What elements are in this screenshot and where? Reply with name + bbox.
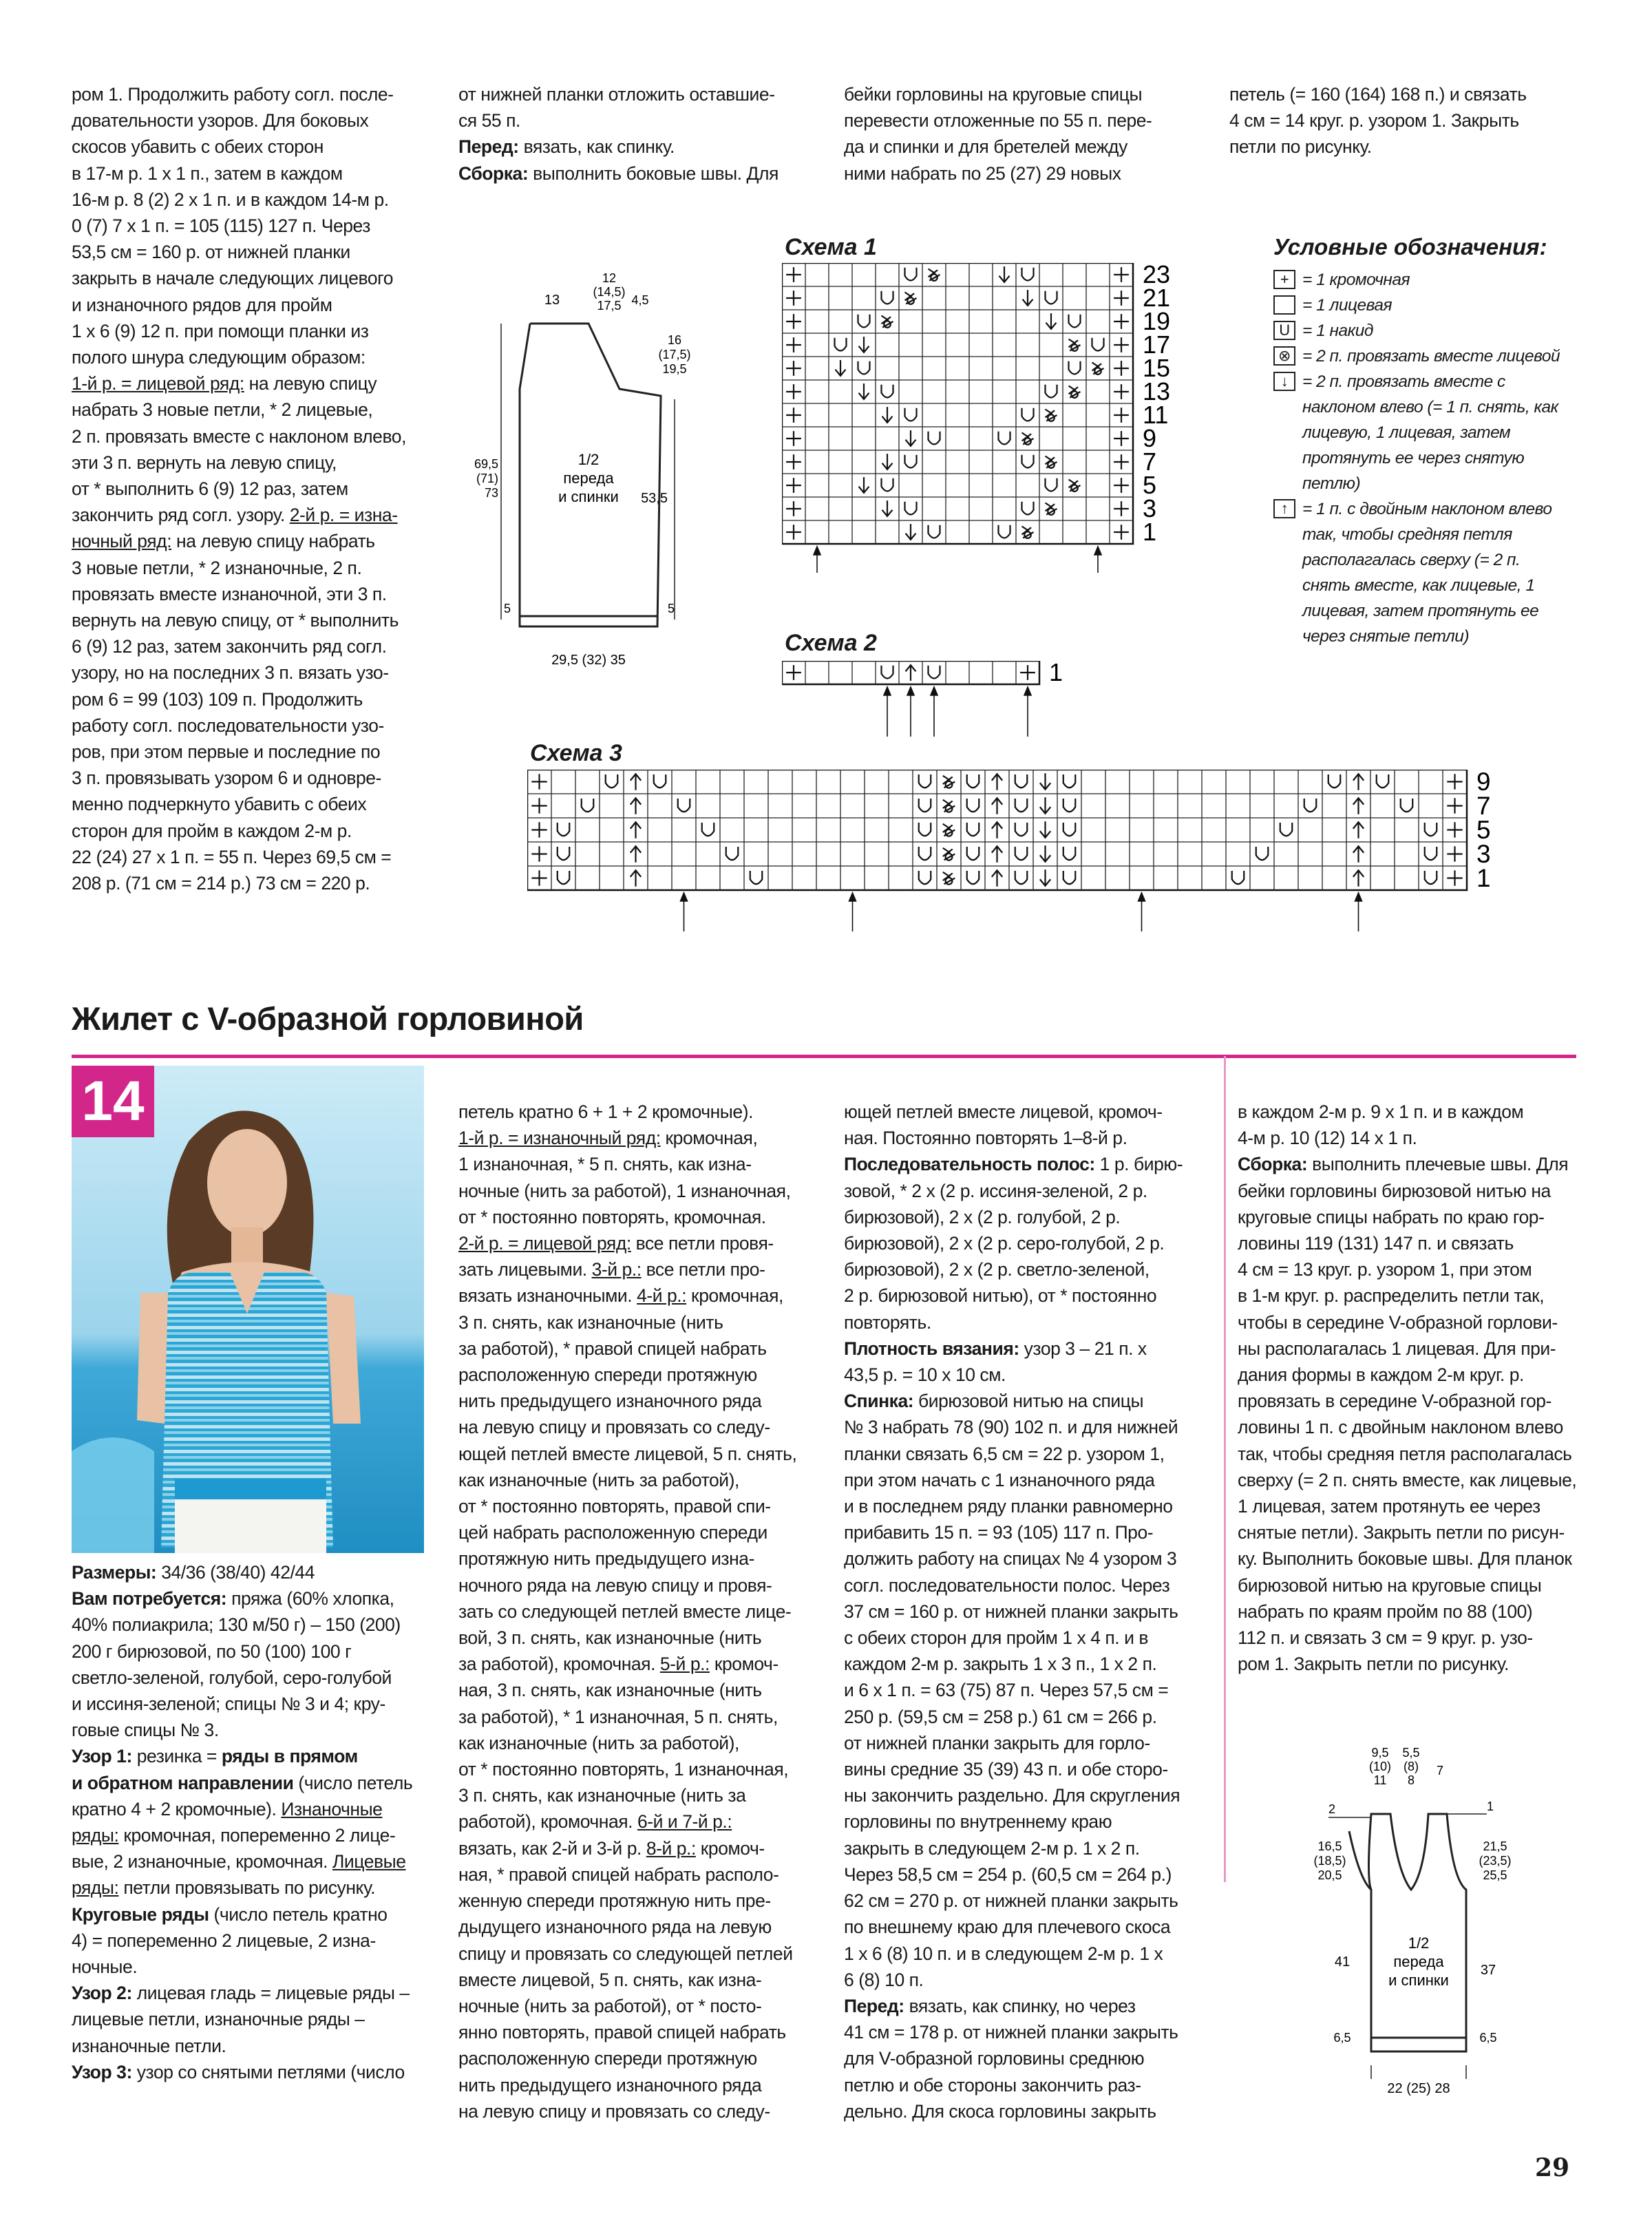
row-number: 21 [1143,283,1171,312]
repeat-arrow-icon [884,687,891,737]
text-line: менно подчеркнуто убавить с обеих [72,794,367,815]
text-line: 4-м р. 10 (12) 14 х 1 п. [1238,1128,1417,1149]
pattern1-b1: 5 [504,602,511,615]
repeat-arrow-icon [814,547,820,573]
scheme3-title: Схема 3 [530,740,622,766]
text-line: бирюзовой нитью на круговые спицы [1238,1574,1542,1596]
text-line: работой), кромочная. 6-й и 7-й р.: [458,1811,732,1833]
text-line: полого шнура следующим образом: [72,347,366,368]
row-number: 1 [1476,863,1491,892]
text-line: дельно. Для скоса горловины закрыть [844,2100,1156,2122]
text-line: лицевые петли, изнаночные ряды – [72,2009,365,2030]
legend-item [1273,369,1563,496]
top-col-3 [844,81,1199,187]
text-line: так, чтобы средняя петля располагалась [1238,1443,1572,1464]
text-line: 22 (24) 27 х 1 п. = 55 п. Через 69,5 см = [72,846,392,867]
text-line: закрыть в следующем 2-м р. 1 х 2 п. [844,1837,1140,1859]
text-line: 3 новые петли, * 2 изнаночные, 2 п. [72,557,362,578]
text-line: скосов убавить с обеих сторон [72,136,324,158]
text-line: на левую спицу и провязать со следу- [458,1417,770,1438]
legend-symbol-icon: + [1273,270,1295,289]
text-line: Сборка: выполнить плечевые швы. Для [1238,1154,1569,1175]
text-line: протяжную нить предыдущего изна- [458,1548,754,1570]
row-number: 5 [1143,470,1157,499]
text-line: 43,5 р. = 10 х 10 см. [844,1364,1006,1386]
pattern1-right: 53,5 [641,491,668,506]
text-line: 4) = попеременно 2 лицевые, 2 изна- [72,1930,376,1951]
text-line: 3 п. провязывать узором 6 и одновре- [72,768,381,789]
text-line: Узор 1: резинка = ряды в прямом [72,1746,358,1767]
text-line: светло-зеленой, голубой, серо-голубой [72,1667,392,1688]
product-photo [72,1066,424,1553]
text-line: прибавить 15 п. = 93 (105) 117 п. Про- [844,1522,1154,1543]
text-line: вой, 3 п. снять, как изнаночные (нить [458,1627,762,1649]
text-line: зать лицевыми. 3-й р.: все петли про- [458,1259,765,1280]
bottom-col-2 [458,1099,814,2124]
pattern1-bottom: 29,5 (32) 35 [551,653,626,668]
text-line: для V-образной горловины среднюю [844,2048,1145,2069]
text-line: ними набрать по 25 (27) 29 новых [844,162,1121,184]
text-line: за работой), * 1 изнаночная, 5 п. снять, [458,1706,778,1727]
row-number: 19 [1143,306,1171,335]
text-line: закончить ряд согл. узору. 2-й р. = изна- [72,505,398,526]
text-line: петли по рисунку. [1229,136,1372,158]
text-line: говые спицы № 3. [72,1720,219,1741]
text-line: 6 (8) 10 п. [844,1969,924,1990]
text-line: вместе лицевой, 5 п. снять, как изна- [458,1969,762,1990]
pattern2-label: 1/2 переда и спинки [1388,1934,1449,1989]
text-line: петель кратно 6 + 1 + 2 кромочные). [458,1101,753,1122]
pattern2-b1: 6,5 [1333,2031,1351,2045]
text-line: спицу и провязать со следующей петлей [458,1943,793,1964]
text-line: за работой), кромочная. 5-й р.: кромоч- [458,1654,779,1675]
section-title: Жилет с V-образной горловиной [72,1000,584,1037]
text-line: 4 см = 13 круг. р. узором 1, при этом [1238,1259,1532,1280]
text-line: бирюзовой), 2 х (2 р. серо-голубой, 2 р. [844,1233,1165,1254]
text-line: ная, * правой спицей набрать располо- [458,1864,779,1885]
text-line: закрыть в начале следующих лицевого [72,268,394,289]
text-line: повторять. [844,1311,931,1333]
text-line: расположенную спереди протяжную [458,2048,757,2069]
row-number: 11 [1143,400,1169,429]
text-line: ся 55 п. [458,110,520,131]
row-number: 3 [1476,839,1491,868]
text-line: работу согл. последовательности узо- [72,715,384,736]
text-line: провязать вместе изнаночной, эти 3 п. [72,583,387,604]
text-line: и иссиня-зеленой; спицы № 3 и 4; кру- [72,1693,385,1715]
text-line: от * постоянно повторять, кромочная. [458,1206,766,1227]
text-line: ряды: кромочная, попеременно 2 лице- [72,1825,396,1846]
section-divider [72,1055,1576,1058]
text-line: вязать изнаночными. 4-й р.: кромочная, [458,1285,783,1307]
text-line: ющей петлей вместе лицевой, 5 п. снять, [458,1443,797,1464]
text-line: 200 г бирюзовой, по 50 (100) 100 г [72,1640,352,1662]
text-line: расположенную спереди протяжную [458,1364,757,1386]
text-line: 1 х 6 (8) 10 п. и в следующем 2-м р. 1 х [844,1943,1163,1964]
text-line: ряды: петли провязывать по рисунку. [72,1877,376,1899]
text-line: петель (= 160 (164) 168 п.) и связать [1229,84,1527,105]
text-line: 41 см = 178 р. от нижней планки закрыть [844,2022,1178,2043]
legend-text: = 2 п. провязать вместе лицевой [1302,347,1560,366]
pattern2-t1: 9,5 (10) 11 [1368,1746,1392,1787]
text-line: в 1-м круг. р. распределить петли так, [1238,1285,1545,1307]
text-line: зать со следующей петлей вместе лице- [458,1601,792,1622]
row-number: 17 [1143,330,1171,359]
text-line: по внешнему краю для плечевого скоса [844,1917,1171,1938]
legend-text: = 1 кромочная [1302,271,1410,289]
row-number: 1 [1143,517,1157,546]
text-line: эти 3 п. вернуть на левую спицу, [72,452,337,473]
pattern-diagram-1 [468,268,695,688]
legend-item [1273,496,1563,649]
pattern1-arm: 16 (17,5) 19,5 [658,333,691,376]
text-line: в 17-м р. 1 х 1 п., затем в каждом [72,162,343,184]
text-line: ющей петлей вместе лицевой, кромоч- [844,1101,1163,1122]
text-line: 2 п. провязать вместе с наклоном влево, [72,425,407,447]
pattern2-m2: 2 [1328,1802,1336,1816]
text-line: дания формы в каждом 2-м круг. р. [1238,1364,1524,1386]
repeat-arrow-icon [931,687,938,737]
bottom-col-1 [72,1559,430,2085]
text-line: узору, но на последних 3 п. вязать узо- [72,662,389,684]
legend-symbol-icon: U [1273,321,1295,340]
text-line: ны располагалась 1 лицевая. Для при- [1238,1338,1556,1359]
scheme-2-chart [782,661,1112,737]
text-line: цей набрать расположенную спереди [458,1522,767,1543]
text-line: 40% полиакрила; 130 м/50 г) – 150 (200) [72,1614,401,1636]
text-line: снятые петли). Закрыть петли по рисун- [1238,1522,1565,1543]
legend-item [1273,267,1563,293]
row-number: 5 [1476,815,1491,844]
text-line: 1 х 6 (9) 12 п. при помощи планки из [72,320,369,341]
repeat-arrow-icon [849,893,856,931]
text-line: вернуть на левую спицу, от * выполнить [72,610,399,631]
text-line: как изнаночные (нить за работой), [458,1732,739,1753]
repeat-arrow-icon [681,893,688,931]
text-line: ку. Выполнить боковые швы. Для планок [1238,1548,1572,1570]
pattern2-left: 41 [1334,1954,1351,1970]
row-number: 9 [1143,423,1157,452]
text-line: ночный ряд: на левую спицу набрать [72,531,375,552]
text-line: и изнаночного рядов для пройм [72,294,332,315]
top-col-2 [458,81,814,187]
text-line: набрать 3 новые петли, * 2 лицевые, [72,399,373,421]
text-line: нить предыдущего изнаночного ряда [458,1391,762,1412]
bottom-col-4 [1238,1099,1586,1677]
repeat-arrow-icon [1139,893,1145,931]
text-line: нить предыдущего изнаночного ряда [458,2074,762,2096]
text-line: набрать по краям пройм по 88 (100) [1238,1601,1533,1622]
repeat-arrow-icon [1094,547,1101,573]
text-line: бирюзовой), 2 х (2 р. голубой, 2 р. [844,1206,1121,1227]
top-col-4 [1229,81,1585,160]
text-line: 112 п. и связать 3 см = 9 круг. р. узо- [1238,1627,1533,1649]
text-line: вые, 2 изнаночные, кромочная. Лицевые [72,1851,406,1872]
row-number: 9 [1476,770,1491,796]
repeat-arrow-icon [1355,893,1362,931]
text-line: ночные. [72,1956,138,1978]
text-line: довательности узоров. Для боковых [72,110,369,131]
text-line: ров, при этом первые и последние по [72,741,381,763]
text-line: зовой, * 2 х (2 р. иссиня-зеленой, 2 р. [844,1180,1147,1201]
text-line: № 3 набрать 78 (90) 102 п. и для нижней [844,1417,1178,1438]
pattern2-right: 37 [1480,1963,1496,1978]
pattern1-b2: 5 [668,602,675,615]
text-line: как изнаночные (нить за работой), [458,1469,739,1490]
text-line: 250 р. (59,5 см = 258 р.) 61 см = 266 р. [844,1706,1157,1727]
text-line: Плотность вязания: узор 3 – 21 п. х [844,1338,1147,1359]
text-line: ловины 1 п. с двойным наклоном влево [1238,1417,1563,1438]
text-line: ром 1. Продолжить работу согл. после- [72,84,394,105]
scheme-1-chart [782,263,1209,580]
text-line: 37 см = 160 р. от нижней планки закрыть [844,1601,1178,1622]
text-line: 6 (9) 12 раз, затем закончить ряд согл. [72,636,387,657]
text-line: за работой), * правой спицей набрать [458,1338,767,1359]
text-line: ночного ряда на левую спицу и провя- [458,1574,772,1596]
text-line: бирюзовой), 2 х (2 р. светло-зеленой, [844,1259,1150,1280]
text-line: и в последнем ряду планки равномерно [844,1496,1173,1517]
text-line: каждом 2-м р. закрыть 1 х 3 п., 1 х 2 п. [844,1654,1157,1675]
legend-symbol-icon: ⊗ [1273,346,1295,366]
pattern1-label: 1/2 переда и спинки [558,451,619,505]
text-line: Круговые ряды (число петель кратно [72,1903,388,1925]
pattern-diagram-2 [1294,1742,1521,2107]
text-line: Размеры: 34/36 (38/40) 42/44 [72,1562,315,1583]
text-line: в каждом 2-м р. 9 х 1 п. и в каждом [1238,1101,1524,1122]
legend-text: = 1 п. с двойным наклоном влево так, чтобы средняя петля располагалась сверху (= 2 п. снять вместе, как лицевые, 1 лицевая, затем протянуть ее через снятые петли) [1302,500,1552,646]
legend-item [1273,293,1563,318]
text-line: согл. последовательности полос. Через [844,1574,1170,1596]
scheme1-title: Схема 1 [785,234,877,260]
pattern2-bottom: 22 (25) 28 [1387,2081,1450,2096]
text-line: горловины по внутреннему краю [844,1811,1112,1833]
text-line: Спинка: бирюзовой нитью на спицы [844,1391,1144,1412]
text-line: женную спереди протяжную нить пре- [458,1890,771,1912]
text-line: Перед: вязать, как спинку, но через [844,1995,1136,2016]
text-line: ночные (нить за работой), от * посто- [458,1995,762,2016]
scheme2-title: Схема 2 [785,630,877,656]
row-number: 1 [1049,661,1063,686]
project-number-badge: 14 [72,1066,154,1137]
text-line: дыдущего изнаночного ряда на левую [458,1917,772,1938]
text-line: ловины 119 (131) 147 п. и связать [1238,1233,1514,1254]
text-line: сверху (= 2 п. снять вместе, как лицевые, [1238,1469,1577,1490]
text-line: сторон для пройм в каждом 2-м р. [72,820,352,841]
text-line: кратно 4 + 2 кромочные). Изнаночные [72,1798,383,1819]
text-line: от * постоянно повторять, 1 изнаночная, [458,1759,789,1780]
text-line: ночные (нить за работой), 1 изнаночная, [458,1180,791,1201]
pattern1-top: 13 [544,293,560,308]
text-line: перевести отложенные по 55 п. пере- [844,110,1152,131]
pattern2-l1: 16,5 (18,5) 20,5 [1313,1839,1346,1882]
text-line: от * постоянно повторять, правой спи- [458,1496,771,1517]
text-line: с обеих сторон для пройм 1 х 4 п. и в [844,1627,1149,1649]
text-line: провязать в середине V-образной гор- [1238,1391,1552,1412]
text-line: Вам потребуется: пряжа (60% хлопка, [72,1588,394,1610]
text-line: Узор 3: узор со снятыми петлями (число [72,2061,405,2082]
row-number: 23 [1143,263,1171,288]
text-line: 0 (7) 7 х 1 п. = 105 (115) 127 п. Через [72,215,370,237]
legend-symbol-icon: ↑ [1273,499,1295,518]
text-line: 3 п. снять, как изнаночные (нить за [458,1785,746,1806]
text-line: Последовательность полос: 1 р. бирю- [844,1154,1183,1175]
text-line: 1 изнаночная, * 5 п. снять, как изна- [458,1154,752,1175]
top-col-1 [72,81,427,896]
text-line: ром 6 = 99 (103) 109 п. Продолжить [72,688,363,710]
text-line: изнаночные петли. [72,2035,226,2056]
pattern1-left: 69,5 (71) 73 [474,457,498,500]
legend-text: = 1 накид [1302,321,1373,340]
text-line: Сборка: выполнить боковые швы. Для [458,162,779,184]
text-line: должить работу на спицах № 4 узором 3 [844,1548,1177,1570]
text-line: бейки горловины бирюзовой нитью на [1238,1180,1551,1201]
text-line: 4 см = 14 круг. р. узором 1. Закрыть [1229,110,1519,131]
text-line: 62 см = 270 р. от нижней планки закрыть [844,1890,1178,1912]
text-line: Перед: вязать, как спинку. [458,136,675,158]
text-line: 3 п. снять, как изнаночные (нить [458,1311,723,1333]
text-line: ная, 3 п. снять, как изнаночные (нить [458,1680,762,1701]
row-number: 15 [1143,353,1171,382]
row-number: 7 [1143,447,1157,476]
text-line: ная. Постоянно повторять 1–8-й р. [844,1128,1127,1149]
text-line: Через 58,5 см = 254 р. (60,5 см = 264 р.) [844,1864,1172,1885]
legend-title: Условные обозначения: [1273,234,1547,260]
text-line: от нижней планки закрыть для горло- [844,1732,1150,1753]
text-line: круговые спицы набрать по краю гор- [1238,1206,1545,1227]
text-line: от * выполнить 6 (9) 12 раз, затем [72,478,348,500]
bottom-col-3 [844,1099,1205,2124]
page-number: 29 [1535,2153,1570,2182]
text-line: 1 лицевая, затем протянуть ее через [1238,1496,1540,1517]
text-line: 16-м р. 8 (2) 2 х 1 п. и в каждом 14-м р. [72,189,389,210]
text-line: 2 р. бирюзовой нитью), от * постоянно [844,1285,1157,1307]
legend-symbol-icon [1273,295,1295,315]
text-line: вины средние 35 (39) 43 п. и обе сторо- [844,1759,1168,1780]
row-number: 3 [1143,494,1157,523]
text-line: на левую спицу и провязать со следу- [458,2100,770,2122]
repeat-arrow-icon [907,687,914,737]
pattern1-top3: 4,5 [631,293,649,307]
text-line: петлю и обе стороны закончить раз- [844,2074,1141,2096]
text-line: вязать, как 2-й и 3-й р. 8-й р.: кромоч- [458,1837,765,1859]
text-line: 208 р. (71 см = 214 р.) 73 см = 220 р. [72,873,370,894]
legend-item [1273,318,1563,344]
pattern2-m1: 1 [1487,1800,1494,1813]
text-line: 1-й р. = изнаночный ряд: кромочная, [458,1128,758,1149]
text-line: планки связать 6,5 см = 22 р. узором 1, [844,1443,1165,1464]
legend [1273,234,1563,649]
column-divider [1224,1056,1226,1882]
text-line: янно повторять, правой спицей набрать [458,2022,786,2043]
pattern2-t3: 7 [1436,1764,1444,1777]
pattern2-t2: 5,5 (8) 8 [1402,1746,1420,1787]
text-line: 2-й р. = лицевой ряд: все петли провя- [458,1233,774,1254]
text-line: бейки горловины на круговые спицы [844,84,1143,105]
legend-text: = 1 лицевая [1302,296,1392,315]
row-number: 13 [1143,377,1171,405]
text-line: ром 1. Закрыть петли по рисунку. [1238,1654,1509,1675]
text-line: и обратном направлении (число петель [72,1772,413,1793]
text-line: ны закончить раздельно. Для скругления [844,1785,1180,1806]
legend-text: = 2 п. провязать вместе с наклоном влево (= 1 п. снять, как лицевую, 1 лицевая, затем протянуть ее через снятую петлю) [1302,372,1558,493]
pattern1-top2: 12 (14,5) 17,5 [593,271,626,313]
text-line: 1-й р. = лицевой ряд: на левую спицу [72,373,377,394]
text-line: 53,5 см = 160 р. от нижней планки [72,242,350,263]
text-line: и 6 х 1 п. = 63 (75) 87 п. Через 57,5 см = [844,1680,1169,1701]
legend-item [1273,344,1563,369]
pattern2-b2: 6,5 [1479,2031,1497,2045]
text-line: чтобы в середине V-образной горлови- [1238,1311,1558,1333]
text-line: при этом начать с 1 изнаночного ряда [844,1469,1155,1490]
legend-symbol-icon: ↓ [1273,372,1295,391]
pattern2-r1: 21,5 (23,5) 25,5 [1479,1839,1512,1882]
repeat-arrow-icon [1024,687,1031,737]
text-line: да и спинки и для бретелей между [844,136,1127,158]
scheme-3-chart [527,770,1518,949]
text-line: Узор 2: лицевая гладь = лицевые ряды – [72,1983,410,2004]
row-number: 7 [1476,791,1491,820]
text-line: от нижней планки отложить оставшие- [458,84,775,105]
